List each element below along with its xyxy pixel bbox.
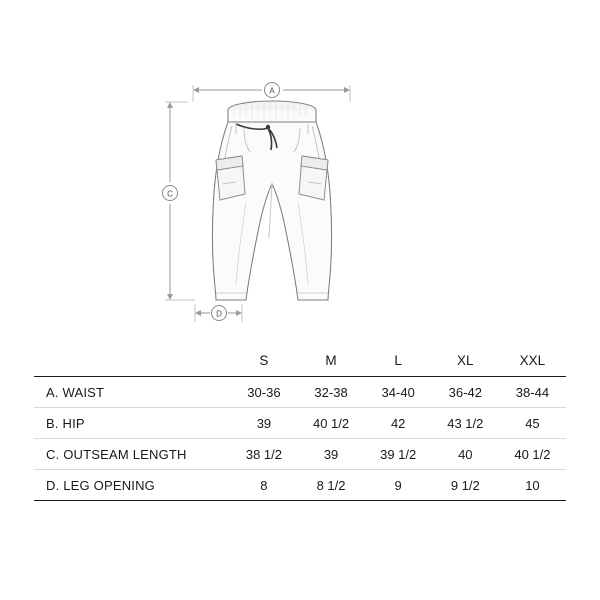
outseam-xl: 40 bbox=[458, 446, 473, 462]
table-bottom-rule bbox=[34, 500, 566, 501]
column-header-m: M bbox=[325, 352, 337, 368]
row-label-leg-opening: D. LEG OPENING bbox=[46, 477, 155, 493]
hip-s: 39 bbox=[256, 415, 272, 431]
leg-opening-xxl: 10 bbox=[525, 477, 540, 493]
hip-xxl: 45 bbox=[525, 415, 540, 431]
column-header-xxl: XXL bbox=[519, 352, 546, 368]
waist-s: 30-36 bbox=[247, 384, 281, 400]
waist-xxl: 38-44 bbox=[515, 384, 550, 400]
table-header-row bbox=[34, 344, 566, 376]
row-label-hip: B. HIP bbox=[46, 415, 85, 431]
size-chart-table bbox=[34, 344, 566, 501]
waist-m: 32-38 bbox=[314, 384, 348, 400]
drawstring-knot bbox=[266, 125, 270, 129]
hip-m: 40 1/2 bbox=[312, 415, 350, 431]
table-row bbox=[34, 377, 566, 407]
row-label-waist: A. WAIST bbox=[46, 384, 105, 400]
leg-opening-l: 9 bbox=[394, 477, 402, 493]
table-row bbox=[34, 470, 566, 500]
table-row bbox=[34, 439, 566, 469]
outseam-l: 39 1/2 bbox=[380, 446, 417, 462]
hip-l: 42 bbox=[390, 415, 406, 431]
hip-xl: 43 1/2 bbox=[447, 415, 484, 431]
dimension-c-label: C bbox=[167, 189, 173, 199]
pants-drawing-svg bbox=[150, 72, 450, 332]
leg-opening-xl: 9 1/2 bbox=[450, 477, 480, 493]
leg-opening-s: 8 bbox=[260, 477, 268, 493]
row-label-outseam-length: C. OUTSEAM LENGTH bbox=[46, 446, 187, 462]
column-header-s: S bbox=[259, 352, 269, 368]
column-header-xl: XL bbox=[457, 352, 474, 368]
pants-technical-illustration bbox=[0, 72, 600, 340]
dimension-d-label: D bbox=[216, 309, 222, 319]
outseam-s: 38 1/2 bbox=[245, 446, 282, 462]
leg-opening-m: 8 1/2 bbox=[316, 477, 346, 493]
outseam-xxl: 40 1/2 bbox=[514, 446, 551, 462]
measurement-column-header bbox=[34, 344, 230, 376]
dimension-a-label: A bbox=[269, 86, 275, 96]
column-header-l: L bbox=[394, 352, 402, 368]
waist-l: 34-40 bbox=[381, 384, 415, 400]
cargo-pocket-left bbox=[216, 156, 245, 200]
cargo-pocket-right bbox=[299, 156, 328, 200]
outseam-m: 39 bbox=[323, 446, 339, 462]
waist-xl: 36-42 bbox=[448, 384, 482, 400]
dimension-c-group bbox=[165, 102, 195, 300]
table-row bbox=[34, 408, 566, 438]
